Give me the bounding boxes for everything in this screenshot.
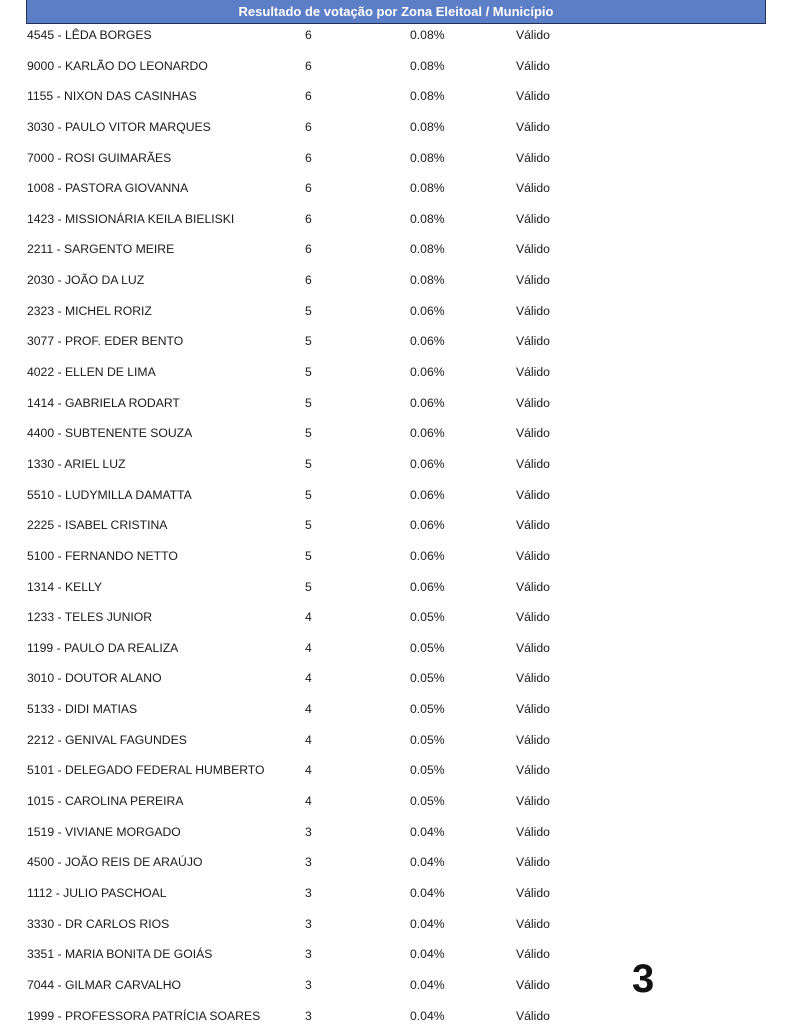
vote-count: 6: [305, 212, 312, 226]
vote-status: Válido: [516, 763, 550, 777]
table-row: [0, 1005, 792, 1035]
vote-percentage: 0.06%: [410, 334, 445, 348]
vote-percentage: 0.06%: [410, 488, 445, 502]
vote-count: 6: [305, 181, 312, 195]
vote-status: Válido: [516, 549, 550, 563]
table-row: [0, 637, 792, 668]
vote-status: Válido: [516, 151, 550, 165]
vote-status: Válido: [516, 457, 550, 471]
table-row: [0, 330, 792, 361]
vote-percentage: 0.06%: [410, 365, 445, 379]
vote-count: 6: [305, 273, 312, 287]
table-row: [0, 514, 792, 545]
vote-percentage: 0.06%: [410, 304, 445, 318]
vote-status: Válido: [516, 304, 550, 318]
candidate-name: 3351 - MARIA BONITA DE GOIÁS: [27, 947, 212, 961]
candidate-name: 1423 - MISSIONÁRIA KEILA BIELISKI: [27, 212, 234, 226]
candidate-name: 1199 - PAULO DA REALIZA: [27, 641, 178, 655]
vote-percentage: 0.08%: [410, 120, 445, 134]
vote-status: Válido: [516, 488, 550, 502]
vote-count: 4: [305, 641, 312, 655]
candidate-name: 5100 - FERNANDO NETTO: [27, 549, 178, 563]
vote-count: 5: [305, 488, 312, 502]
candidate-name: 3010 - DOUTOR ALANO: [27, 671, 162, 685]
vote-status: Válido: [516, 242, 550, 256]
vote-status: Válido: [516, 855, 550, 869]
vote-status: Válido: [516, 580, 550, 594]
table-row: [0, 667, 792, 698]
vote-percentage: 0.06%: [410, 580, 445, 594]
vote-percentage: 0.05%: [410, 610, 445, 624]
vote-count: 5: [305, 365, 312, 379]
candidate-name: 2212 - GENIVAL FAGUNDES: [27, 733, 187, 747]
table-row: [0, 913, 792, 944]
vote-percentage: 0.08%: [410, 28, 445, 42]
table-row: [0, 24, 792, 55]
table-row: [0, 974, 792, 1005]
table-row: [0, 484, 792, 515]
vote-status: Válido: [516, 28, 550, 42]
candidate-name: 2323 - MICHEL RORIZ: [27, 304, 152, 318]
vote-count: 5: [305, 549, 312, 563]
table-row: [0, 147, 792, 178]
candidate-name: 1519 - VIVIANE MORGADO: [27, 825, 181, 839]
candidate-name: 3330 - DR CARLOS RIOS: [27, 917, 169, 931]
vote-percentage: 0.06%: [410, 549, 445, 563]
vote-status: Válido: [516, 733, 550, 747]
vote-count: 5: [305, 457, 312, 471]
vote-count: 4: [305, 733, 312, 747]
vote-count: 4: [305, 702, 312, 716]
vote-count: 3: [305, 978, 312, 992]
vote-percentage: 0.05%: [410, 794, 445, 808]
vote-count: 3: [305, 947, 312, 961]
candidate-name: 1330 - ARIEL LUZ: [27, 457, 125, 471]
table-row: [0, 821, 792, 852]
vote-count: 3: [305, 886, 312, 900]
table-row: [0, 238, 792, 269]
vote-status: Válido: [516, 89, 550, 103]
vote-status: Válido: [516, 641, 550, 655]
table-row: [0, 300, 792, 331]
results-table: [0, 24, 792, 1035]
vote-percentage: 0.08%: [410, 212, 445, 226]
vote-status: Válido: [516, 825, 550, 839]
vote-count: 4: [305, 794, 312, 808]
vote-percentage: 0.04%: [410, 1009, 445, 1023]
candidate-name: 4545 - LÊDA BORGES: [27, 28, 152, 42]
candidate-name: 1155 - NIXON DAS CASINHAS: [27, 89, 197, 103]
vote-status: Válido: [516, 426, 550, 440]
vote-count: 3: [305, 917, 312, 931]
table-row: [0, 55, 792, 86]
table-row: [0, 361, 792, 392]
vote-status: Válido: [516, 396, 550, 410]
candidate-name: 2030 - JOÃO DA LUZ: [27, 273, 144, 287]
page-number: 3: [632, 956, 654, 1002]
vote-status: Válido: [516, 212, 550, 226]
vote-percentage: 0.08%: [410, 242, 445, 256]
candidate-name: 2211 - SARGENTO MEIRE: [27, 242, 174, 256]
candidate-name: 5101 - DELEGADO FEDERAL HUMBERTO: [27, 763, 265, 777]
vote-count: 6: [305, 28, 312, 42]
table-row: [0, 116, 792, 147]
vote-status: Válido: [516, 1009, 550, 1023]
vote-count: 5: [305, 334, 312, 348]
table-row: [0, 882, 792, 913]
vote-count: 3: [305, 1009, 312, 1023]
table-row: [0, 851, 792, 882]
vote-count: 4: [305, 671, 312, 685]
vote-count: 5: [305, 396, 312, 410]
vote-count: 5: [305, 426, 312, 440]
candidate-name: 4022 - ELLEN DE LIMA: [27, 365, 156, 379]
vote-percentage: 0.05%: [410, 763, 445, 777]
vote-status: Válido: [516, 273, 550, 287]
vote-count: 6: [305, 120, 312, 134]
vote-percentage: 0.08%: [410, 181, 445, 195]
vote-percentage: 0.04%: [410, 825, 445, 839]
vote-status: Válido: [516, 671, 550, 685]
table-row: [0, 85, 792, 116]
candidate-name: 1233 - TELES JUNIOR: [27, 610, 152, 624]
vote-percentage: 0.05%: [410, 702, 445, 716]
vote-status: Válido: [516, 917, 550, 931]
vote-status: Válido: [516, 610, 550, 624]
vote-percentage: 0.04%: [410, 978, 445, 992]
vote-count: 4: [305, 610, 312, 624]
table-row: [0, 269, 792, 300]
vote-count: 5: [305, 580, 312, 594]
candidate-name: 1112 - JULIO PASCHOAL: [27, 886, 167, 900]
candidate-name: 1008 - PASTORA GIOVANNA: [27, 181, 188, 195]
vote-status: Válido: [516, 181, 550, 195]
candidate-name: 1314 - KELLY: [27, 580, 102, 594]
vote-percentage: 0.08%: [410, 273, 445, 287]
vote-percentage: 0.04%: [410, 855, 445, 869]
vote-status: Válido: [516, 978, 550, 992]
candidate-name: 7044 - GILMAR CARVALHO: [27, 978, 181, 992]
table-row: [0, 545, 792, 576]
vote-count: 3: [305, 855, 312, 869]
vote-percentage: 0.06%: [410, 518, 445, 532]
vote-status: Válido: [516, 702, 550, 716]
table-row: [0, 422, 792, 453]
table-row: [0, 790, 792, 821]
table-row: [0, 208, 792, 239]
vote-status: Válido: [516, 518, 550, 532]
candidate-name: 3077 - PROF. EDER BENTO: [27, 334, 183, 348]
vote-percentage: 0.06%: [410, 396, 445, 410]
vote-percentage: 0.04%: [410, 886, 445, 900]
candidate-name: 1015 - CAROLINA PEREIRA: [27, 794, 183, 808]
vote-status: Válido: [516, 886, 550, 900]
table-row: [0, 177, 792, 208]
vote-count: 5: [305, 518, 312, 532]
vote-count: 3: [305, 825, 312, 839]
vote-status: Válido: [516, 947, 550, 961]
table-row: [0, 943, 792, 974]
candidate-name: 9000 - KARLÃO DO LEONARDO: [27, 59, 208, 73]
table-row: [0, 606, 792, 637]
vote-count: 5: [305, 304, 312, 318]
vote-percentage: 0.08%: [410, 59, 445, 73]
vote-status: Válido: [516, 334, 550, 348]
vote-percentage: 0.05%: [410, 733, 445, 747]
vote-percentage: 0.05%: [410, 671, 445, 685]
vote-percentage: 0.08%: [410, 89, 445, 103]
candidate-name: 4400 - SUBTENENTE SOUZA: [27, 426, 192, 440]
results-header-title: Resultado de votação por Zona Eleitoal / Município: [239, 4, 554, 19]
candidate-name: 5510 - LUDYMILLA DAMATTA: [27, 488, 192, 502]
vote-count: 4: [305, 763, 312, 777]
vote-status: Válido: [516, 794, 550, 808]
vote-status: Válido: [516, 120, 550, 134]
table-row: [0, 392, 792, 423]
vote-status: Válido: [516, 59, 550, 73]
candidate-name: 1999 - PROFESSORA PATRÍCIA SOARES: [27, 1009, 260, 1023]
vote-percentage: 0.04%: [410, 917, 445, 931]
vote-percentage: 0.06%: [410, 426, 445, 440]
table-row: [0, 576, 792, 607]
candidate-name: 2225 - ISABEL CRISTINA: [27, 518, 167, 532]
results-header: [26, 0, 766, 24]
vote-status: Válido: [516, 365, 550, 379]
candidate-name: 5133 - DIDI MATIAS: [27, 702, 137, 716]
vote-percentage: 0.06%: [410, 457, 445, 471]
table-row: [0, 759, 792, 790]
candidate-name: 4500 - JOÃO REIS DE ARAÚJO: [27, 855, 202, 869]
table-row: [0, 698, 792, 729]
vote-percentage: 0.04%: [410, 947, 445, 961]
table-row: [0, 729, 792, 760]
candidate-name: 1414 - GABRIELA RODART: [27, 396, 180, 410]
vote-count: 6: [305, 89, 312, 103]
candidate-name: 7000 - ROSI GUIMARÃES: [27, 151, 171, 165]
vote-count: 6: [305, 242, 312, 256]
vote-count: 6: [305, 151, 312, 165]
vote-count: 6: [305, 59, 312, 73]
vote-percentage: 0.05%: [410, 641, 445, 655]
candidate-name: 3030 - PAULO VITOR MARQUES: [27, 120, 211, 134]
table-row: [0, 453, 792, 484]
vote-percentage: 0.08%: [410, 151, 445, 165]
